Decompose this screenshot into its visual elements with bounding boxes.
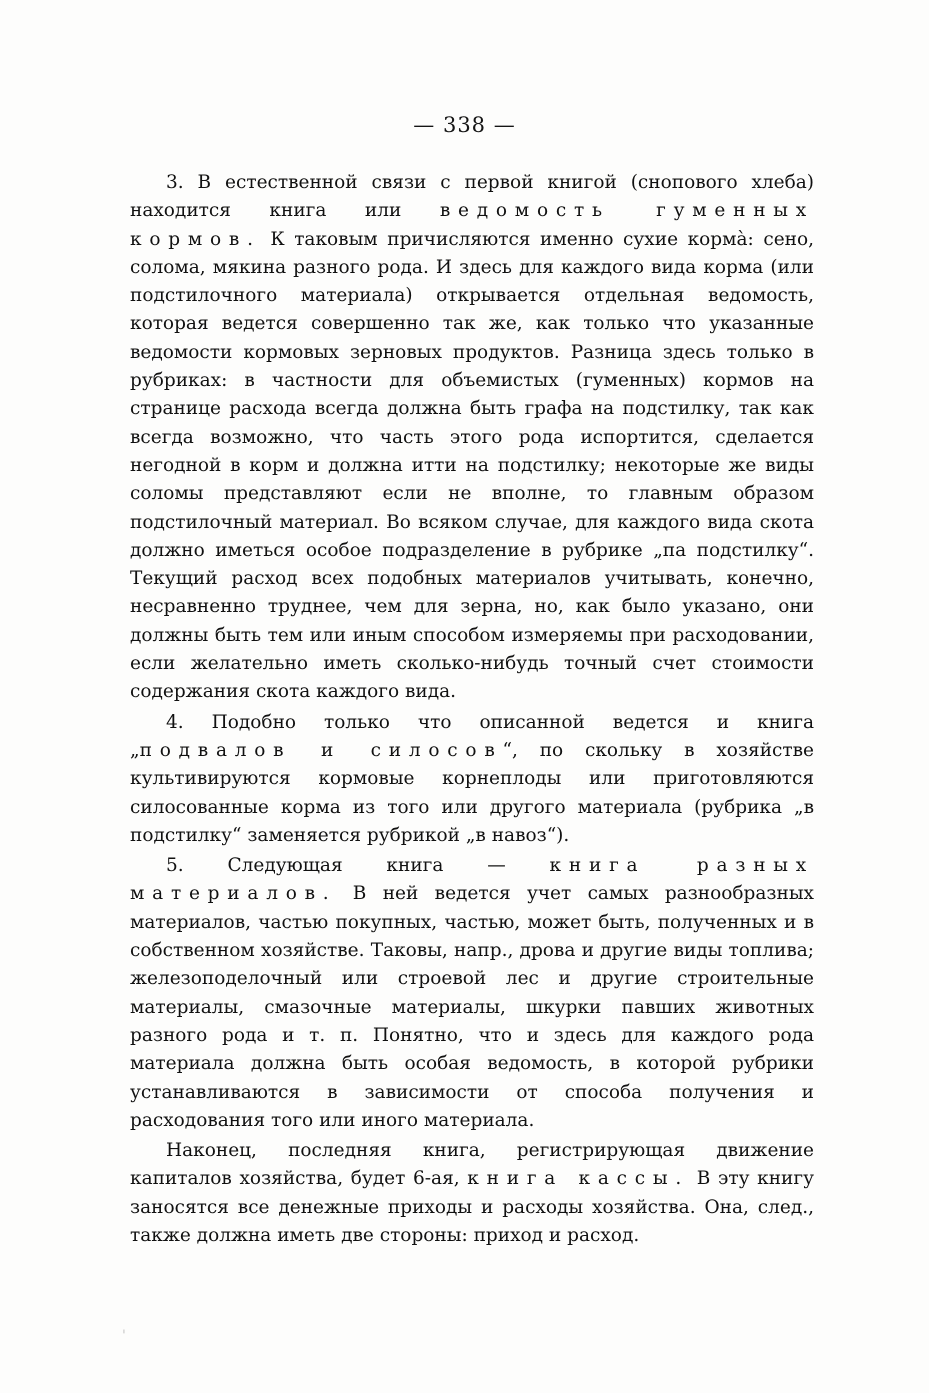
margin-mark: ' (122, 1328, 126, 1344)
emphasized-term: книга разных материалов. (130, 855, 814, 905)
paragraph-3 (130, 169, 814, 707)
paragraph-text: В эту книгу заносятся все денежные приходы и расходы хозяйства. Она, след., также должна иметь две стороны: приход и расход. (130, 1168, 814, 1246)
paragraph-text: В ней ведется учет самых разнообразных материалов, частью покупных, частью, может быть, полученных и в собственном хозяйстве. Таковы, напр., дрова и другие виды топлива; железоподелочный или строевой лес и другие строительные материалы, смазочные материалы, шкурки павших животных разного рода и т. п. Понятно, что и здесь для каждого рода материала должна быть особая ведомость, в которой рубрики устанавливаются в зависимости от способа получения и расходования того или иного материала. (130, 883, 814, 1131)
paragraph-text: 5. Следующая книга — (166, 855, 550, 877)
body-text (130, 169, 814, 1250)
paragraph-text: Наконец, последняя книга, регистрирующая движение капиталов хозяйства, будет 6-ая, (130, 1140, 814, 1190)
paragraph-text: “, по скольку в хозяйстве культивируются кормовые корнеплоды или приготовляются силосованные корма из того или другого материала (рубрика „в подстилку“ заменяется рубрикой „в навоз“). (130, 739, 814, 846)
page-number: — 338 — (413, 113, 516, 137)
paragraph-text: 4. Подобно только что описанной ведется и книга „ (130, 711, 814, 761)
emphasized-term: ведомость гуменных кормов. (130, 200, 815, 250)
paragraph-4 (130, 709, 814, 850)
paragraph-6 (130, 1137, 814, 1250)
emphasized-term: книга кассы. (467, 1168, 690, 1190)
paragraph-text: К таковым причисляются именно сухие корма̀: сено, солома, мякина разного рода. И здесь для каждого вида корма (или подстилочного материала) открывается отдельная ведомость, которая ведется совершенно так же, как только что указанные ведомости кормовых зерновых продуктов. Разница здесь только в рубриках: в частности для объемистых (гуменных) кормов на странице расхода всегда должна быть графа на подстилку, так как всегда возможно, что часть этого рода испортится, сделается негодной в корм и должна итти на подстилку; некоторые же виды соломы представляют если не вполне, то главным образом подстилочный материал. Во всяком случае, для каждого вида скота должно иметься особое подразделение в рубрике „па подстилку“. Текущий расход всех подобных материалов учитывать, конечно, несравненно труднее, чем для зерна, но, как было указано, они должны быть тем или иным способом измеряемы при расходовании, если желательно иметь сколько-нибудь точный счет стоимости содержания скота каждого вида. (130, 228, 814, 703)
paragraph-text: 3. В естественной связи с первой книгой (снопового хлеба) находится книга или (130, 172, 814, 222)
emphasized-term: подвалов и силосов (139, 739, 503, 761)
paragraph-5 (130, 852, 814, 1135)
